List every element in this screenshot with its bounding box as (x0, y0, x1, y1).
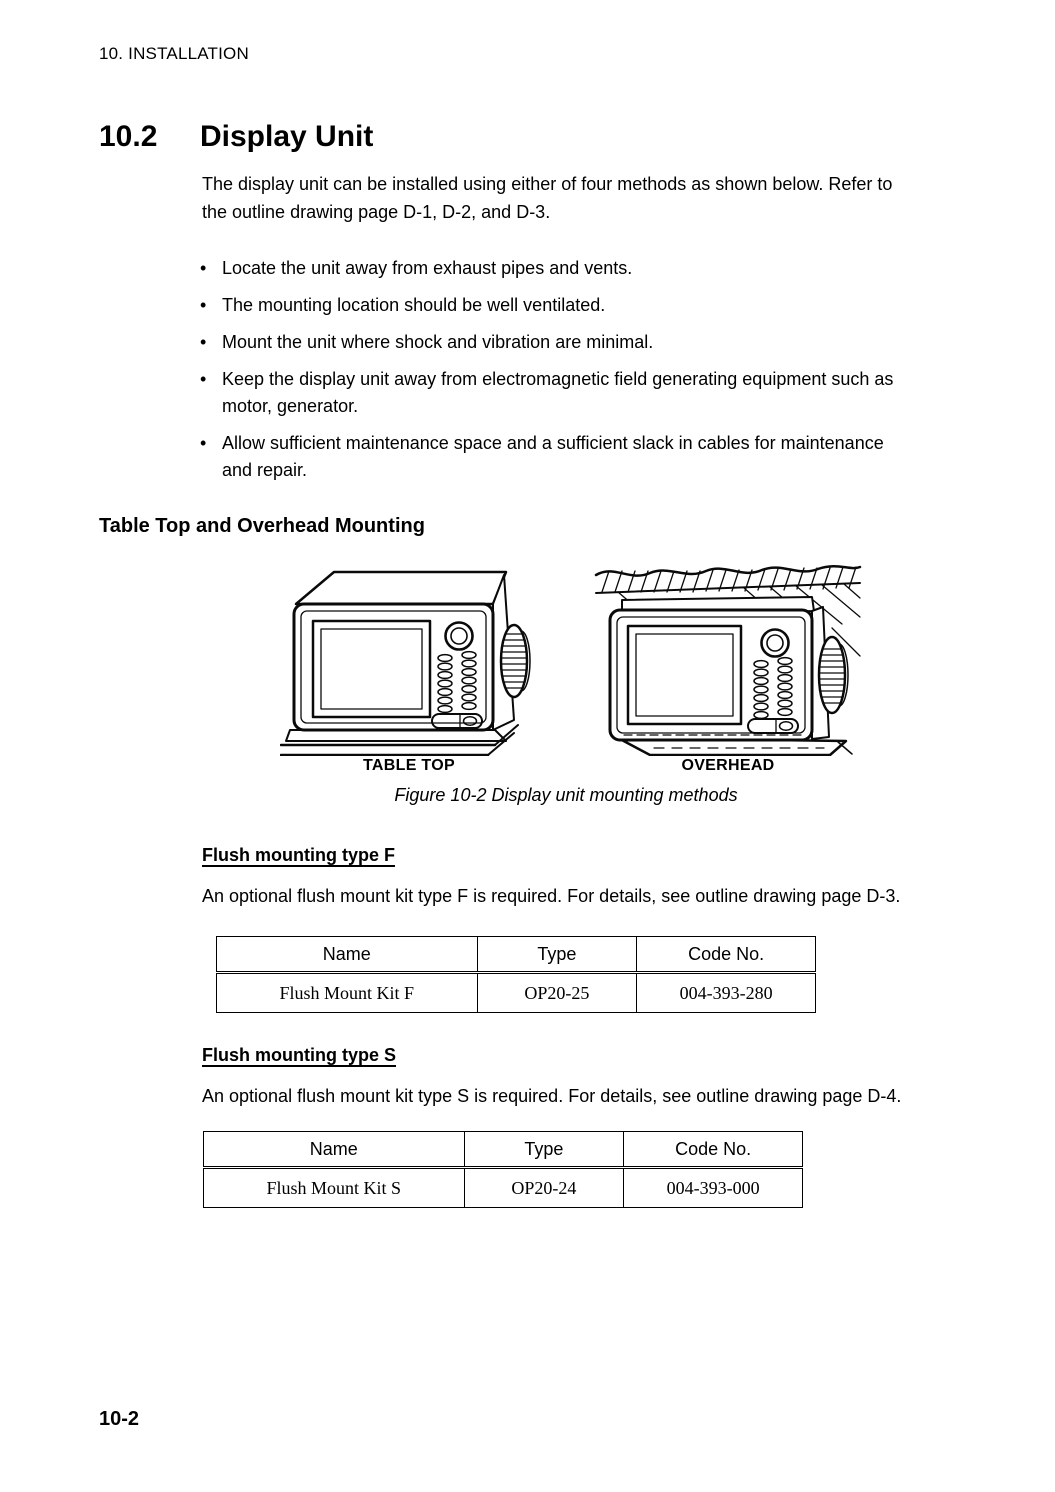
cell-code: 004-393-280 (637, 973, 816, 1013)
table-header-row (204, 1132, 803, 1168)
table-top-drawing (280, 558, 538, 756)
running-header: 10. INSTALLATION (99, 44, 249, 63)
list-item (200, 329, 900, 356)
section-number: 10.2 (99, 120, 158, 153)
table-row (204, 1168, 803, 1208)
table-header-row (217, 937, 816, 973)
mounting-figure (0, 558, 1055, 818)
flush-f-heading: Flush mounting type F (202, 845, 395, 865)
flush-s-table (203, 1131, 803, 1208)
list-item-text: • Allow sufficient maintenance space and a sufficient slack in cables for maintenance and repair. (222, 433, 884, 480)
flush-s-heading: Flush mounting type S (202, 1045, 396, 1065)
cell-code: 004-393-000 (624, 1168, 803, 1208)
list-item (200, 255, 900, 282)
column-header-type: Type (477, 937, 637, 973)
column-header-type: Type (464, 1132, 624, 1168)
subsection-heading: Table Top and Overhead Mounting (99, 515, 425, 537)
list-item-text: • Keep the display unit away from electromagnetic field generating equipment such as motor, generator. (222, 369, 894, 416)
cell-type: OP20-24 (464, 1168, 624, 1208)
flush-s-paragraph: An optional flush mount kit type S is required. For details, see outline drawing page D-4. (202, 1086, 902, 1106)
overhead-drawing (594, 558, 862, 756)
cell-name: Flush Mount Kit F (217, 973, 478, 1013)
bullet-list (200, 255, 900, 494)
cell-type: OP20-25 (477, 973, 637, 1013)
intro-paragraph: The display unit can be installed using either of four methods as shown below. Refer to the outline drawing page D-1, D-2, and D-3. (202, 174, 893, 222)
column-header-name: Name (217, 937, 478, 973)
column-header-name: Name (204, 1132, 465, 1168)
figure-label-table-top: TABLE TOP (363, 757, 455, 774)
list-item-text: • Mount the unit where shock and vibration are minimal. (222, 332, 654, 352)
list-item-text: • The mounting location should be well ventilated. (222, 295, 606, 315)
table-row (217, 973, 816, 1013)
section-heading (99, 120, 373, 154)
figure-label-overhead: OVERHEAD (681, 757, 775, 774)
flush-f-table (216, 936, 816, 1013)
page-number: 10-2 (99, 1408, 140, 1430)
cell-name: Flush Mount Kit S (204, 1168, 465, 1208)
column-header-code: Code No. (624, 1132, 803, 1168)
flush-f-paragraph: An optional flush mount kit type F is required. For details, see outline drawing page D-3. (202, 886, 901, 906)
list-item-text: • Locate the unit away from exhaust pipes and vents. (222, 258, 633, 278)
list-item (200, 430, 900, 484)
figure-caption: Figure 10-2 Display unit mounting methods (394, 785, 738, 805)
section-title: Display Unit (200, 120, 374, 153)
list-item (200, 292, 900, 319)
list-item (200, 366, 900, 420)
column-header-code: Code No. (637, 937, 816, 973)
